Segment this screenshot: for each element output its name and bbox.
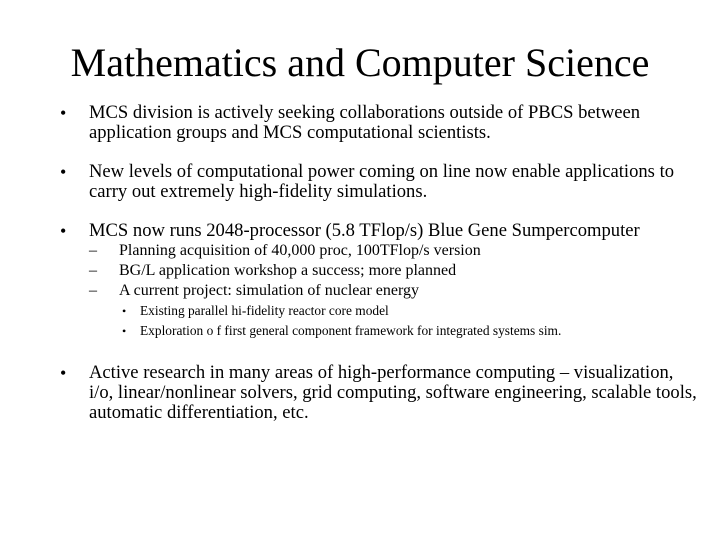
bullet-text: Active research in many areas of high-performance computing – visualization, i/o, linear/nonlinear solvers, grid computing, software engineering, scalable tools, automatic differentiation, etc.	[89, 362, 697, 423]
bullet-marker: •	[60, 221, 67, 241]
bullet-text: MCS now runs 2048-processor (5.8 TFlop/s) Blue Gene Sumpercomputer	[89, 220, 640, 241]
sub-sub-bullet-text: Existing parallel hi-fidelity reactor core model	[140, 303, 389, 318]
bullet-marker: •	[122, 304, 127, 318]
dash-marker: –	[89, 242, 97, 259]
sub-bullet-item	[89, 281, 700, 301]
bullet-text: New levels of computational power coming on line now enable applications to carry out extremely high-fidelity simulations.	[89, 161, 675, 202]
bullet-marker: •	[60, 162, 67, 182]
sub-bullet-text: Planning acquisition of 40,000 proc, 100TFlop/s version	[119, 242, 481, 259]
slide-title: Mathematics and Computer Science	[70, 40, 650, 85]
bullet-marker: •	[60, 103, 67, 123]
dash-marker: –	[89, 262, 97, 279]
bullet-item	[60, 363, 700, 423]
sub-sub-bullet-text: Exploration o f first general component framework for integrated systems sim.	[140, 323, 562, 338]
slide-body	[60, 103, 700, 423]
bullet-marker: •	[122, 324, 127, 338]
bullet-item	[60, 162, 700, 202]
sub-bullet-text: A current project: simulation of nuclear energy	[119, 282, 420, 299]
sub-bullet-item	[89, 261, 700, 281]
bullet-text: MCS division is actively seeking collaborations outside of PBCS between application groups and MCS computational scientists.	[89, 102, 641, 143]
dash-marker: –	[89, 282, 97, 299]
sub-bullet-text: BG/L application workshop a success; more planned	[119, 262, 457, 279]
bullet-marker: •	[60, 363, 67, 383]
sub-sub-bullet-item	[122, 321, 700, 341]
sub-sub-bullet-item	[122, 301, 700, 321]
sub-bullet-item	[89, 241, 700, 261]
bullet-item	[60, 221, 700, 241]
bullet-item	[60, 103, 700, 143]
